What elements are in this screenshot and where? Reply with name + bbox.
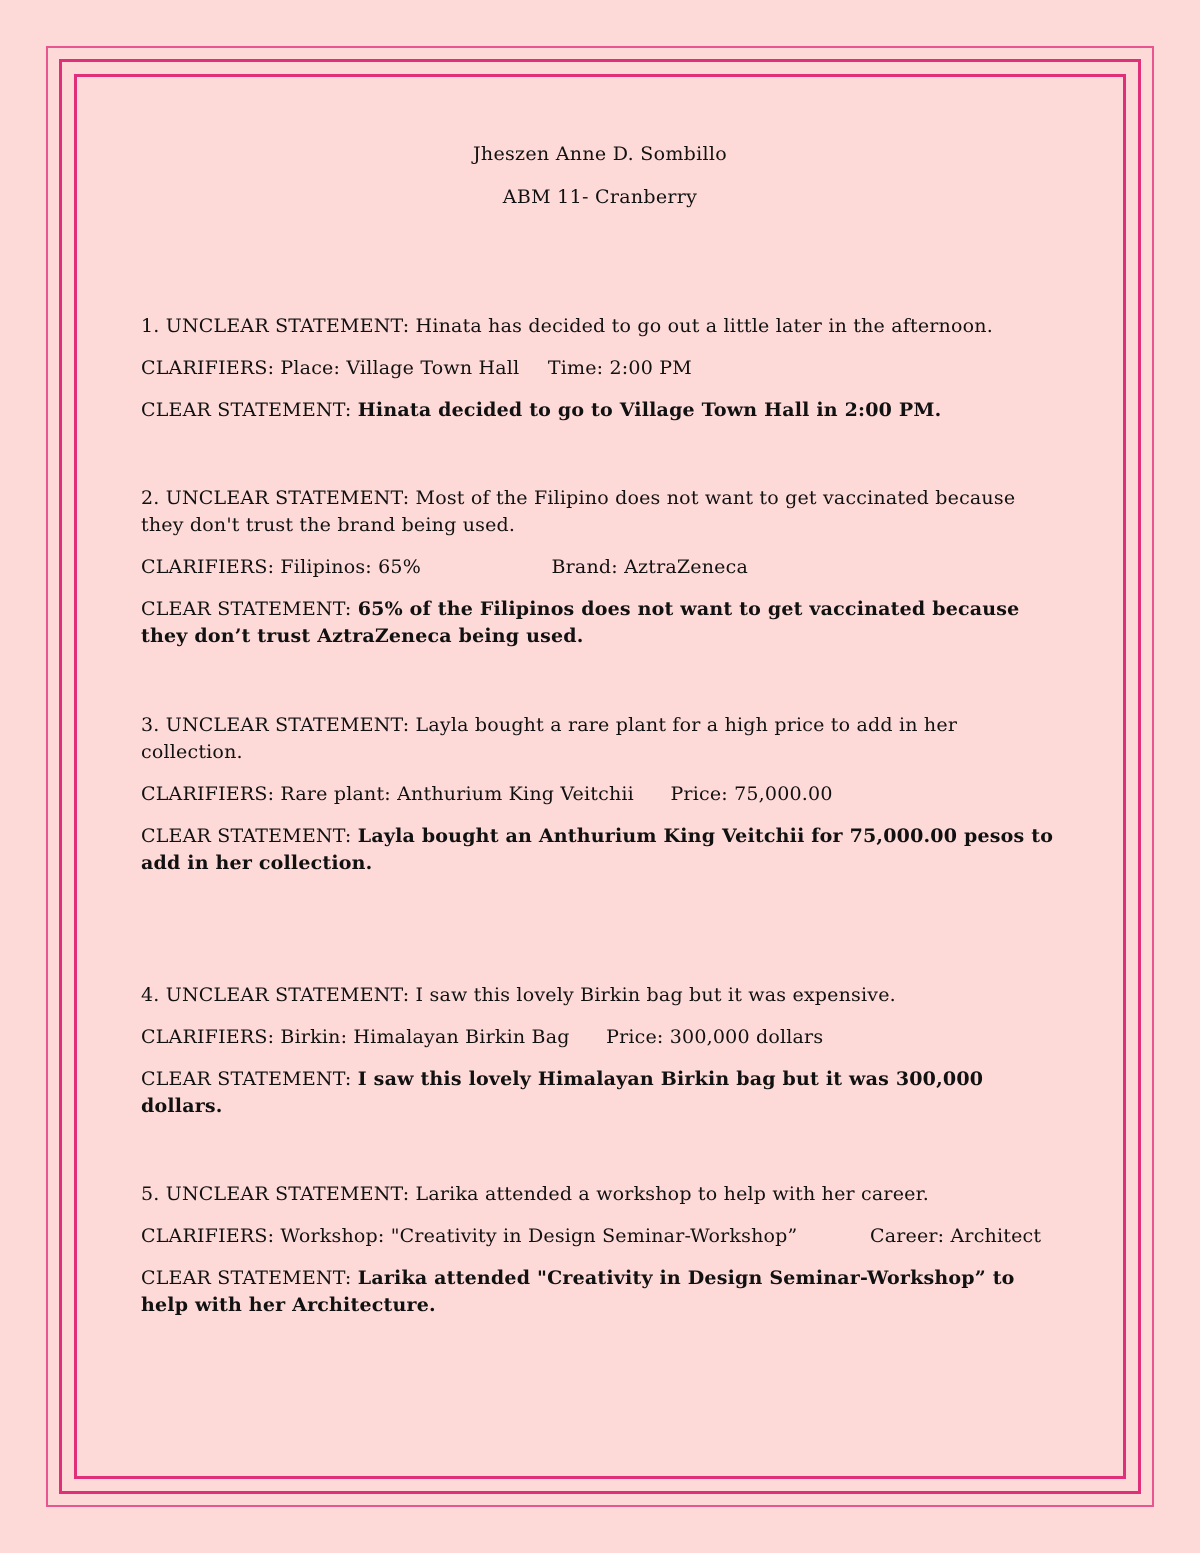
- unclear-statement: 1. UNCLEAR STATEMENT: Hinata has decided to go out a little later in the afternoon.: [141, 315, 993, 337]
- clear-statement: [141, 596, 1061, 650]
- clear-statement-label: CLEAR STATEMENT:: [141, 399, 352, 421]
- clarifier-a: Filipinos: 65%: [280, 556, 421, 578]
- clarifiers-label: CLARIFIERS:: [141, 357, 275, 379]
- unclear-statement: 4. UNCLEAR STATEMENT: I saw this lovely Birkin bag but it was expensive.: [141, 984, 896, 1006]
- clarifier-a: Place: Village Town Hall: [280, 357, 520, 379]
- clarifier-b: Price: 75,000.00: [670, 783, 833, 805]
- clear-statement-label: CLEAR STATEMENT:: [141, 1068, 352, 1090]
- clarifiers: [141, 1223, 1061, 1250]
- clear-statement-label: CLEAR STATEMENT:: [141, 598, 352, 620]
- clear-statement: [141, 1066, 1061, 1120]
- clarifier-b: Time: 2:00 PM: [547, 357, 692, 379]
- clear-statement-text: Layla bought an Anthurium King Veitchii for 75,000.00 pesos to add in her collection.: [141, 825, 1054, 874]
- clear-statement: [141, 397, 1061, 424]
- clarifiers: [141, 1024, 1061, 1051]
- clear-statement-text: Larika attended "Creativity in Design Seminar-Workshop” to help with her Architecture.: [141, 1267, 1015, 1316]
- unclear-statement: 3. UNCLEAR STATEMENT: Layla bought a rare plant for a high price to add in her collection.: [141, 714, 958, 763]
- unclear-statement: 5. UNCLEAR STATEMENT: Larika attended a workshop to help with her career.: [141, 1183, 930, 1205]
- clarifier-b: Brand: AztraZeneca: [551, 556, 748, 578]
- unclear-statement: 2. UNCLEAR STATEMENT: Most of the Filipino does not want to get vaccinated because they don't trust the brand being used.: [141, 487, 1016, 536]
- student-name: Jheszen Anne D. Sombillo: [473, 143, 727, 165]
- clarifier-a: Rare plant: Anthurium King Veitchii: [280, 783, 634, 805]
- clarifier-a: Birkin: Himalayan Birkin Bag: [280, 1026, 570, 1048]
- clear-statement-text: 65% of the Filipinos does not want to get vaccinated because they don’t trust AztraZeneca being used.: [141, 598, 1020, 647]
- exercise-item-5: [141, 1181, 1061, 1319]
- student-section: ABM 11- Cranberry: [502, 186, 698, 208]
- clarifiers-label: CLARIFIERS:: [141, 1225, 275, 1247]
- exercise-item-2: [141, 485, 1061, 650]
- exercise-item-1: [141, 313, 1061, 424]
- clear-statement: [141, 823, 1061, 877]
- clarifier-b: Career: Architect: [869, 1225, 1042, 1247]
- clarifiers-label: CLARIFIERS:: [141, 556, 275, 578]
- clarifier-b: Price: 300,000 dollars: [606, 1026, 824, 1048]
- clarifiers: [141, 781, 1061, 808]
- clarifiers-label: CLARIFIERS:: [141, 783, 275, 805]
- clarifiers-label: CLARIFIERS:: [141, 1026, 275, 1048]
- clarifier-a: Workshop: "Creativity in Design Seminar-Workshop”: [280, 1225, 798, 1247]
- exercise-item-4: [141, 982, 1061, 1120]
- clarifiers: [141, 355, 1061, 382]
- clear-statement: [141, 1265, 1061, 1319]
- exercise-item-3: [141, 712, 1061, 877]
- clarifiers: [141, 554, 1061, 581]
- clear-statement-label: CLEAR STATEMENT:: [141, 1267, 352, 1289]
- clear-statement-text: Hinata decided to go to Village Town Hall in 2:00 PM.: [357, 399, 942, 421]
- clear-statement-label: CLEAR STATEMENT:: [141, 825, 352, 847]
- clear-statement-text: I saw this lovely Himalayan Birkin bag but it was 300,000 dollars.: [141, 1068, 984, 1117]
